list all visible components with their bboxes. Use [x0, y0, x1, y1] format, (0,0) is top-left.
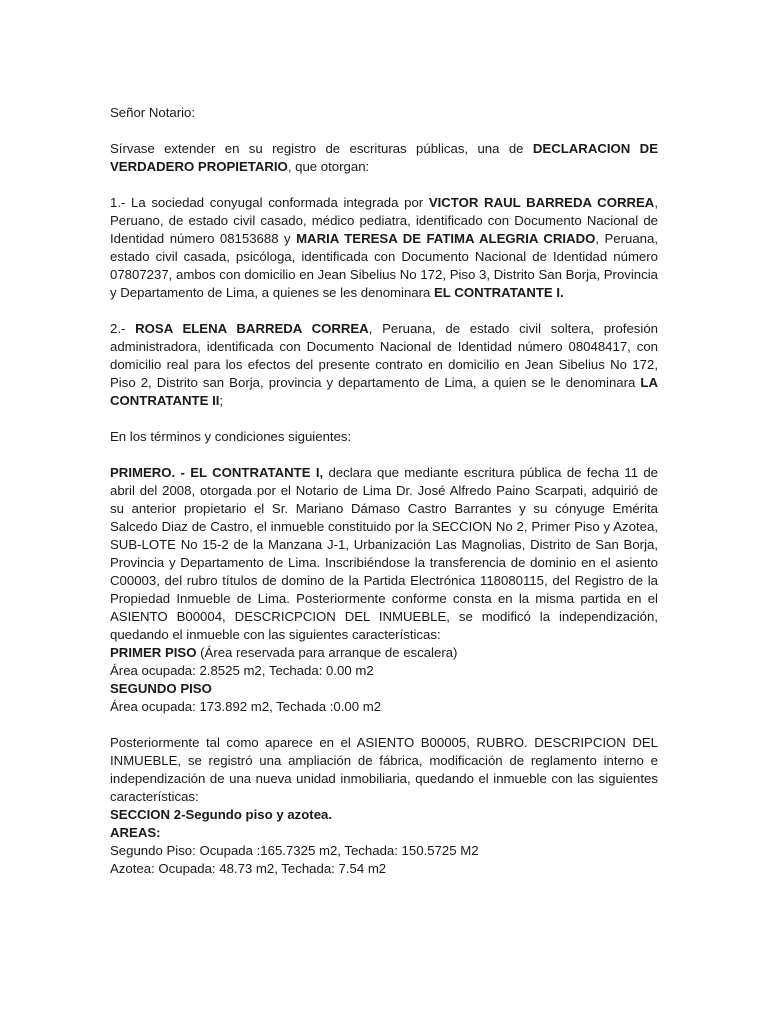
- primer-piso-area: Área ocupada: 2.8525 m2, Techada: 0.00 m2: [110, 663, 374, 678]
- intro-text-1: Sírvase extender en su registro de escrituras públicas, una de: [110, 141, 533, 156]
- intro-text-2: , que otorgan:: [287, 159, 370, 174]
- clause-primero-heading: PRIMERO. - EL CONTRATANTE I,: [110, 465, 324, 480]
- terms-intro: En los términos y condiciones siguientes:: [110, 429, 352, 444]
- segundo-piso-area: Área ocupada: 173.892 m2, Techada :0.00 m2: [110, 699, 382, 714]
- areas-heading: [110, 824, 658, 842]
- primer-piso-line: [110, 644, 658, 662]
- intro-paragraph: [110, 140, 658, 176]
- salutation: Señor Notario:: [110, 105, 196, 120]
- party-1-name-2: MARIA TERESA DE FATIMA ALEGRIA CRIADO: [296, 231, 596, 246]
- segundo-piso-label-text: SEGUNDO PISO: [110, 681, 212, 696]
- primer-piso-label: PRIMER PISO: [110, 645, 197, 660]
- party-1-name-1: VICTOR RAUL BARREDA CORREA: [428, 195, 655, 210]
- areas-heading-text: AREAS:: [110, 825, 161, 840]
- seccion-2-heading: [110, 806, 658, 824]
- party-1-designation: EL CONTRATANTE I.: [434, 285, 564, 300]
- party-1-text-3: , Peruana, estado civil casada, psicóloga, identificada con Documento Nacional de Identidad número 07807237, ambos con domicilio en Jean Sibelius No 172, Piso 3, Distrito San Borja, Provincia y Departamento de Lima, a quienes se les denominara: [110, 231, 658, 300]
- primer-piso-note: (Área reservada para arranque de escalera): [196, 645, 458, 660]
- party-2-text-2: , Peruana, de estado civil soltera, profesión administradora, identificada con Documento Nacional de Identidad número 08048417, con domicilio real para los efectos del presente contrato en domicilio en Jean Sibelius No 172, Piso 2, Distrito san Borja, provincia y departamento de Lima, a quien se le denominara: [110, 321, 658, 390]
- party-2-text-1: 2.-: [110, 321, 136, 336]
- party-1-text-1: 1.- La sociedad conyugal conformada integrada por: [110, 195, 429, 210]
- party-2-name: ROSA ELENA BARREDA CORREA: [135, 321, 369, 336]
- clause-primero: [110, 464, 658, 644]
- segundo-piso-label: [110, 680, 658, 698]
- party-1-text-2: , Peruano, de estado civil casado, médico pediatra, identificado con Documento Nacional de Identidad número 08153688 y: [110, 195, 658, 246]
- party-2-designation: LA CONTRATANTE II: [110, 375, 658, 408]
- document-body: [110, 104, 658, 878]
- party-1-paragraph: [110, 194, 658, 302]
- segundo-piso-areas: Segundo Piso: Ocupada :165.7325 m2, Techada: 150.5725 M2: [110, 843, 479, 858]
- party-2-text-3: ;: [219, 393, 224, 408]
- seccion-2-heading-text: SECCION 2-Segundo piso y azotea.: [110, 807, 333, 822]
- clause-primero-text: declara que mediante escritura pública de fecha 11 de abril del 2008, otorgada por el Notario de Lima Dr. José Alfredo Paino Scarpati, adquirió de su anterior propietario el Sr. Mariano Dámaso Castro Barrantes y su cónyuge Emérita Salcedo Diaz de Castro, el inmueble constituido por la SECCION No 2, Primer Piso y Azotea, SUB-LOTE No 15-2 de la Manzana J-1, Urbanización Las Magnolias, Distrito de San Borja, Provincia y Departamento de Lima. Inscribiéndose la transferencia de dominio en el asiento C00003, del rubro títulos de domino de la Partida Electrónica 118080115, del Registro de la Propiedad Inmueble de Lima. Posteriormente conforme consta en la misma partida en el ASIENTO B00004, DESCRICPCION DEL INMUEBLE, se modificó la independización, quedando el inmueble con las siguientes características:: [110, 465, 659, 642]
- party-2-paragraph: [110, 320, 658, 410]
- azotea-areas: Azotea: Ocupada: 48.73 m2, Techada: 7.54 m2: [110, 861, 387, 876]
- intro-document-type: DECLARACION DE VERDADERO PROPIETARIO: [110, 141, 659, 174]
- posterior-paragraph: Posteriormente tal como aparece en el ASIENTO B00005, RUBRO. DESCRIPCION DEL INMUEBLE, se registró una ampliación de fábrica, modificación de reglamento interno e independización de una nueva unidad inmobiliaria, quedando el inmueble con las siguientes características:: [110, 735, 658, 804]
